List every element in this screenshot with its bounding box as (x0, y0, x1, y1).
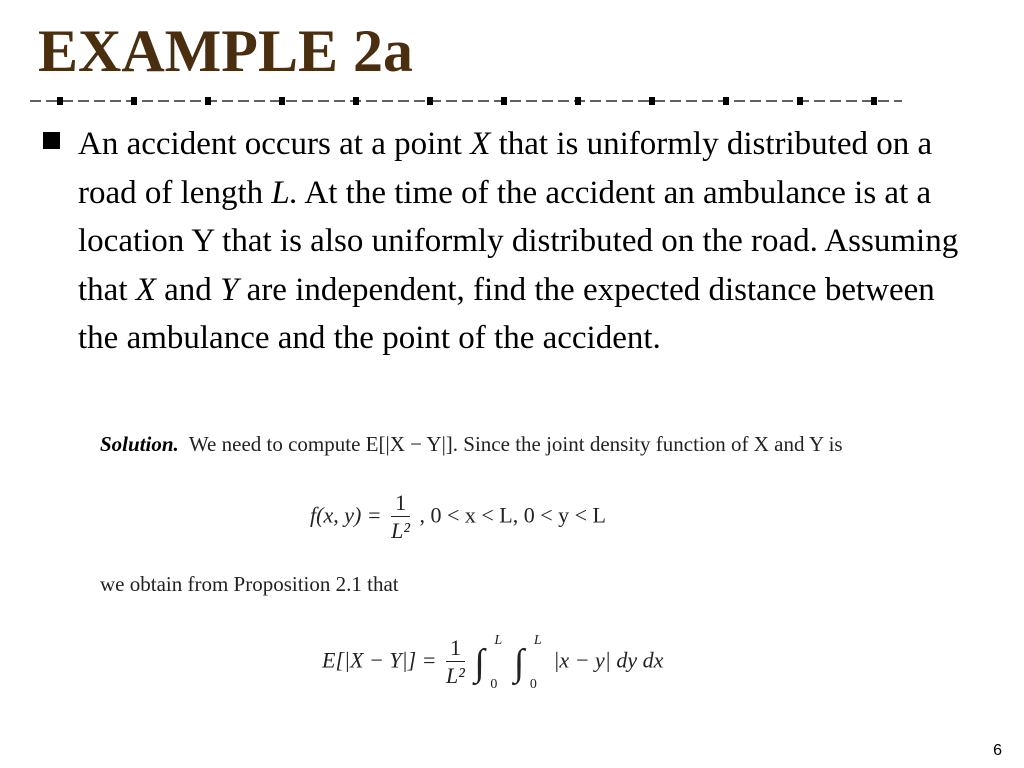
expectation-equation: E[|X − Y|] = $\frac{1}{\text{L²}}$ ∫ L 0 ∫ L 0 |x − y| dy dx (322, 632, 664, 692)
page-number: 6 (993, 742, 1002, 759)
solution-text (100, 430, 960, 459)
problem-text: An accident occurs at a point X that is uniformly distributed on a road of length L. At the time of the accident an ambulance is at a location Y that is also uniformly distributed on the road. Assuming that X and Y are independent, find the expected distance between the ambulance and the point of the accident. (78, 126, 959, 356)
solution-line-2: we obtain from Proposition 2.1 that (100, 572, 399, 596)
solution-label: Solution. (100, 432, 179, 456)
solution-line-1: We need to compute E[|X − Y|]. Since the joint density function of X and Y is (188, 432, 843, 456)
problem-statement (40, 120, 980, 363)
bullet-square-icon (43, 132, 60, 149)
density-equation: f(x, y) = $\frac{1}{\text{L²}}$ , 0 < x < L, 0 < y < L (310, 490, 606, 543)
integral-sign-inner: ∫ L 0 (513, 632, 542, 692)
density-fraction: $\frac{1}{\text{L²}}$ (391, 490, 410, 543)
expectation-fraction: $\frac{1}{\text{L²}}$ (446, 635, 465, 688)
title-divider (30, 92, 902, 110)
slide-title: EXAMPLE 2a (38, 18, 413, 84)
integral-sign-outer: ∫ L 0 (474, 632, 503, 692)
